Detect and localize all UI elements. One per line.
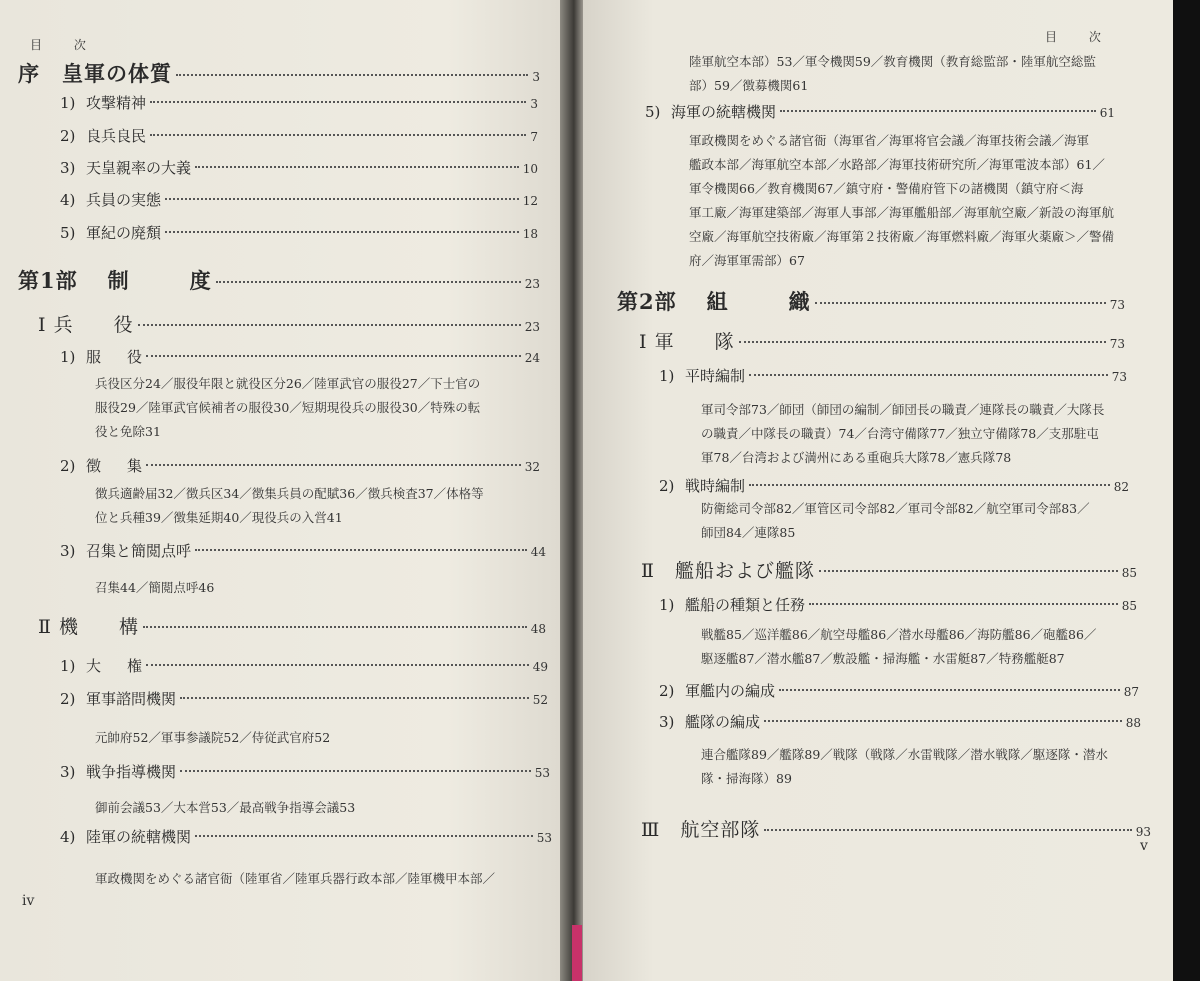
entry-page: 32	[524, 460, 540, 474]
entry-page: 44	[530, 545, 546, 559]
part-title-b: 織	[788, 289, 811, 314]
entry-number: 1)	[659, 596, 675, 614]
entry-title: 陸軍の統轄機関	[86, 828, 192, 846]
leader-dots	[195, 166, 519, 168]
detail-line: 隊・掃海隊）89	[701, 771, 792, 786]
entry-number: 2)	[659, 682, 675, 700]
detail-line: 軍政機関をめぐる諸官衙（陸軍省／陸軍兵器行政本部／陸軍機甲本部／	[95, 871, 496, 886]
section-number: Ⅱ	[641, 560, 655, 582]
entry-number: 5)	[60, 224, 76, 242]
leader-dots	[146, 664, 529, 666]
folio-left: iv	[22, 893, 35, 909]
leader-dots	[779, 689, 1120, 691]
section-number: Ⅲ	[641, 819, 661, 841]
toc-entry-r-sec2[interactable]	[641, 556, 1137, 583]
detail-line: 空廠／海軍航空技術廠／海軍第２技術廠／海軍燃料廠／海軍火薬廠＞／警備	[689, 229, 1115, 244]
toc-entry-part2[interactable]	[617, 286, 1125, 316]
entry-title-a: 徴	[86, 457, 102, 475]
detail-line: 位と兵種39／徴集延期40／現役兵の入営41	[95, 510, 343, 525]
leader-dots	[150, 101, 526, 103]
detail-line: 部）59／徴募機関61	[689, 78, 809, 93]
entry-number: 4)	[60, 191, 76, 209]
toc-entry-1-3[interactable]	[60, 540, 546, 561]
leader-dots	[165, 231, 519, 233]
leader-dots	[749, 484, 1110, 486]
toc-entry-r-1-1[interactable]	[659, 365, 1127, 386]
toc-detail-r-1-2	[701, 497, 1090, 545]
toc-entry-intro[interactable]	[18, 58, 540, 88]
toc-entry-r-1-2[interactable]	[659, 475, 1129, 496]
toc-detail-1-3	[95, 576, 214, 600]
toc-entry-r-2-3[interactable]	[659, 711, 1141, 732]
toc-entry-sec2[interactable]	[38, 612, 546, 639]
leader-dots	[815, 302, 1106, 304]
leader-dots	[138, 324, 521, 326]
detail-line: 連合艦隊89／艦隊89／戦隊（戦隊／水雷戦隊／潜水戦隊／駆逐隊・潜水	[701, 747, 1108, 762]
detail-line: 師団84／連隊85	[701, 525, 796, 540]
toc-detail-r-2-1	[701, 623, 1096, 671]
entry-page: 3	[530, 97, 538, 111]
entry-page: 73	[1111, 370, 1127, 384]
entry-title: 戦時編制	[685, 477, 746, 495]
toc-entry-r-sec1[interactable]	[639, 327, 1125, 354]
toc-entry-intro-1[interactable]	[60, 92, 538, 113]
entry-page: 73	[1109, 337, 1125, 351]
leader-dots	[165, 198, 519, 200]
entry-title: 攻撃精神	[86, 94, 147, 112]
section-title-b: 隊	[714, 331, 735, 353]
entry-number: 1)	[60, 94, 76, 112]
entry-page: 93	[1135, 825, 1151, 839]
detail-line: の職責／中隊長の職責）74／台湾守備隊77／独立守備隊78／支那駐屯	[701, 426, 1099, 441]
entry-title-b: 集	[127, 457, 143, 475]
entry-number: 2)	[659, 477, 675, 495]
entry-number: 2)	[60, 457, 76, 475]
leader-dots	[764, 829, 1131, 831]
entry-number: 2)	[60, 127, 76, 145]
part-number: 第1部	[18, 268, 78, 293]
entry-page: 23	[524, 320, 540, 334]
detail-line: 徴兵適齢届32／徴兵区34／徴集兵員の配賦36／徴兵検査37／体格等	[95, 486, 484, 501]
entry-number: 1)	[60, 348, 76, 366]
detail-line: 軍工廠／海軍建築部／海軍人事部／海軍艦船部／海軍航空廠／新設の海軍航	[689, 205, 1115, 220]
background-edge	[1173, 0, 1200, 981]
toc-entry-2-2[interactable]	[60, 688, 548, 709]
entry-number: 1)	[60, 657, 76, 675]
leader-dots	[780, 110, 1096, 112]
section-title-a: 機	[58, 616, 79, 638]
toc-entry-intro-4[interactable]	[60, 189, 538, 210]
section-title: 航空部隊	[680, 819, 761, 841]
detail-line: 服役29／陸軍武官候補者の服役30／短期現役兵の服役30／特殊の転	[95, 400, 481, 415]
entry-title: 兵員の実態	[86, 191, 162, 209]
section-title-a: 兵	[53, 314, 74, 336]
detail-line: 御前会議53／大本営53／最高戦争指導会議53	[95, 800, 356, 815]
entry-page: 12	[522, 194, 538, 208]
section-title-a: 軍	[654, 331, 675, 353]
entry-number: 2)	[60, 690, 76, 708]
detail-line: 艦政本部／海軍航空本部／水路部／海軍技術研究所／海軍電波本部）61／	[689, 157, 1105, 172]
toc-entry-sec1[interactable]	[38, 310, 540, 337]
entry-page: 85	[1121, 599, 1137, 613]
entry-title: 軍紀の廃頽	[86, 224, 162, 242]
toc-entry-r-sec3[interactable]	[641, 815, 1151, 842]
toc-detail-continued	[689, 50, 1096, 98]
toc-detail-1-2	[95, 482, 484, 530]
leader-dots	[176, 74, 528, 76]
entry-page: 73	[1109, 298, 1125, 312]
leader-dots	[195, 835, 533, 837]
toc-detail-r-1-1	[701, 398, 1104, 470]
entry-page: 3	[532, 70, 540, 84]
detail-line: 役と免除31	[95, 424, 161, 439]
entry-number: 5)	[645, 103, 661, 121]
toc-entry-2-3[interactable]	[60, 761, 550, 782]
entry-page: 7	[530, 130, 538, 144]
part-title-a: 制	[107, 268, 130, 293]
detail-line: 府／海軍軍需部）67	[689, 253, 805, 268]
entry-title: 軍艦内の編成	[685, 682, 776, 700]
running-head-left: 目 次	[30, 38, 100, 52]
part-title-b: 度	[189, 268, 212, 293]
toc-detail-2-4	[95, 867, 495, 891]
entry-title: 海軍の統轄機関	[671, 103, 777, 121]
entry-title: 良兵良民	[86, 127, 147, 145]
running-head-right: 目 次	[1045, 30, 1115, 44]
entry-page: 61	[1099, 106, 1115, 120]
entry-number: 4)	[60, 828, 76, 846]
entry-page: 24	[524, 351, 540, 365]
entry-title-b: 役	[127, 348, 143, 366]
toc-detail-2-5	[689, 129, 1114, 273]
part-title-a: 組	[706, 289, 729, 314]
entry-page: 82	[1113, 480, 1129, 494]
toc-entry-1-2[interactable]	[60, 455, 540, 476]
toc-entry-intro-3[interactable]	[60, 157, 538, 178]
leader-dots	[216, 281, 521, 283]
detail-line: 防衛総司令部82／軍管区司令部82／軍司令部82／航空軍司令部83／	[701, 501, 1090, 516]
entry-page: 52	[532, 693, 548, 707]
entry-title: 序 皇軍の体質	[18, 61, 172, 86]
entry-title: 軍事諮問機関	[86, 690, 177, 708]
book-gutter	[560, 0, 583, 981]
detail-line: 戦艦85／巡洋艦86／航空母艦86／潜水母艦86／海防艦86／砲艦86／	[701, 627, 1097, 642]
detail-line: 軍司令部73／師団（師団の編制／師団長の職責／連隊長の職責／大隊長	[701, 402, 1105, 417]
toc-entry-2-1[interactable]	[60, 655, 548, 676]
section-title-b: 構	[118, 616, 139, 638]
detail-line: 軍政機関をめぐる諸官衙（海軍省／海軍将官会議／海軍技術会議／海軍	[689, 133, 1090, 148]
detail-line: 召集44／簡閲点呼46	[95, 580, 215, 595]
entry-page: 85	[1121, 566, 1137, 580]
toc-detail-1-1	[95, 372, 480, 444]
left-page	[0, 0, 560, 981]
entry-page: 10	[522, 162, 538, 176]
entry-title-a: 大	[86, 657, 102, 675]
entry-title: 艦隊の編成	[685, 713, 761, 731]
detail-line: 陸軍航空本部）53／軍令機関59／教育機関（教育総監部・陸軍航空総監	[689, 54, 1096, 69]
toc-detail-2-3	[95, 796, 355, 820]
entry-page: 87	[1123, 685, 1139, 699]
entry-page: 88	[1125, 716, 1141, 730]
leader-dots	[739, 341, 1106, 343]
leader-dots	[180, 770, 531, 772]
detail-line: 元帥府52／軍事参議院52／侍従武官府52	[95, 730, 331, 745]
leader-dots	[819, 570, 1118, 572]
entry-title: 戦争指導機関	[86, 763, 177, 781]
toc-entry-part1[interactable]	[18, 265, 540, 295]
entry-number: 3)	[60, 159, 76, 177]
toc-entry-r-2-2[interactable]	[659, 680, 1139, 701]
entry-page: 53	[534, 766, 550, 780]
leader-dots	[180, 697, 529, 699]
bookmark-ribbon	[572, 925, 582, 981]
toc-entry-2-4[interactable]	[60, 826, 552, 847]
detail-line: 軍令機関66／教育機関67／鎮守府・警備府管下の諸機関（鎮守府＜海	[689, 181, 1084, 196]
entry-title: 召集と簡閲点呼	[86, 542, 192, 560]
entry-page: 48	[530, 622, 546, 636]
detail-line: 駆逐艦87／潜水艦87／敷設艦・掃海艦・水雷艇87／特務艦艇87	[701, 651, 1065, 666]
detail-line: 兵役区分24／服役年限と就役区分26／陸軍武官の服役27／下士官の	[95, 376, 481, 391]
leader-dots	[809, 603, 1118, 605]
toc-entry-intro-2[interactable]	[60, 125, 538, 146]
entry-title-b: 権	[127, 657, 143, 675]
section-title: 艦船および艦隊	[674, 560, 815, 582]
toc-detail-r-2-3	[701, 743, 1108, 791]
section-number: Ⅱ	[38, 616, 52, 638]
leader-dots	[749, 374, 1108, 376]
leader-dots	[150, 134, 526, 136]
leader-dots	[146, 355, 521, 357]
entry-title: 天皇親率の大義	[86, 159, 192, 177]
toc-entry-2-5[interactable]	[645, 101, 1115, 122]
entry-number: 3)	[60, 542, 76, 560]
leader-dots	[146, 464, 521, 466]
leader-dots	[143, 626, 527, 628]
toc-entry-intro-5[interactable]	[60, 222, 538, 243]
leader-dots	[195, 549, 527, 551]
folio-right: v	[1140, 838, 1148, 854]
leader-dots	[764, 720, 1122, 722]
entry-title-a: 服	[86, 348, 102, 366]
section-number: Ⅰ	[38, 314, 47, 336]
part-number: 第2部	[617, 289, 677, 314]
entry-number: 3)	[659, 713, 675, 731]
right-page	[583, 0, 1173, 981]
entry-number: 1)	[659, 367, 675, 385]
entry-number: 3)	[60, 763, 76, 781]
entry-title: 艦船の種類と任務	[685, 596, 806, 614]
entry-title: 平時編制	[685, 367, 746, 385]
entry-page: 18	[522, 227, 538, 241]
section-title-b: 役	[113, 314, 134, 336]
section-number: Ⅰ	[639, 331, 648, 353]
entry-page: 23	[524, 277, 540, 291]
toc-detail-2-2	[95, 726, 330, 750]
toc-entry-r-2-1[interactable]	[659, 594, 1137, 615]
entry-page: 49	[532, 660, 548, 674]
toc-entry-1-1[interactable]	[60, 346, 540, 367]
entry-page: 53	[536, 831, 552, 845]
detail-line: 軍78／台湾および満州にある重砲兵大隊78／憲兵隊78	[701, 450, 1012, 465]
